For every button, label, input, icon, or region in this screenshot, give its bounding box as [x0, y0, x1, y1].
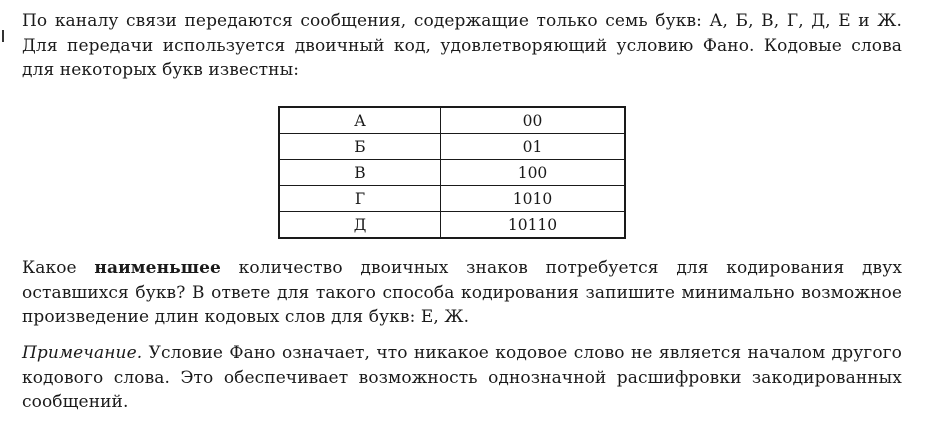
table-row — [279, 160, 625, 186]
letter-cell: А — [279, 107, 441, 134]
letter-cell: В — [279, 160, 441, 186]
intro-paragraph: По каналу связи передаются сообщения, содержащие только семь букв: А, Б, В, Г, Д, Е и Ж. Для передачи используется двоичный код, удовлетворяющий условию Фано. Кодовые слова для некоторых букв известны: — [22, 11, 902, 80]
note-text: Условие Фано означает, что никакое кодовое слово не является началом другого кодового слова. Это обеспечивает возможность однозначной расшифровки закодированных сообщений. — [22, 343, 902, 412]
table-row — [279, 186, 625, 212]
table-row — [279, 212, 625, 239]
question-emphasis: наименьшее — [94, 258, 221, 278]
question-text-end: количество двоичных знаков потребуется для кодирования двух оставшихся букв? В ответе для такого способа кодирования запишите минимально возможное произведение длин кодовых слов для букв: Е, Ж. — [22, 258, 903, 327]
code-cell: 100 — [441, 160, 626, 186]
code-cell: 1010 — [441, 186, 626, 212]
letter-cell: Д — [279, 212, 441, 239]
question-paragraph — [22, 256, 902, 330]
code-table — [278, 106, 626, 239]
note-label: Примечание. — [22, 343, 143, 363]
letter-cell: Б — [279, 134, 441, 160]
code-cell: 00 — [441, 107, 626, 134]
code-cell: 10110 — [441, 212, 626, 239]
letter-cell: Г — [279, 186, 441, 212]
question-text-start: Какое — [22, 258, 95, 278]
code-cell: 01 — [441, 134, 626, 160]
note-paragraph — [22, 341, 902, 415]
table-row — [279, 134, 625, 160]
scan-edge-mark — [2, 30, 4, 42]
table-row — [279, 107, 625, 134]
